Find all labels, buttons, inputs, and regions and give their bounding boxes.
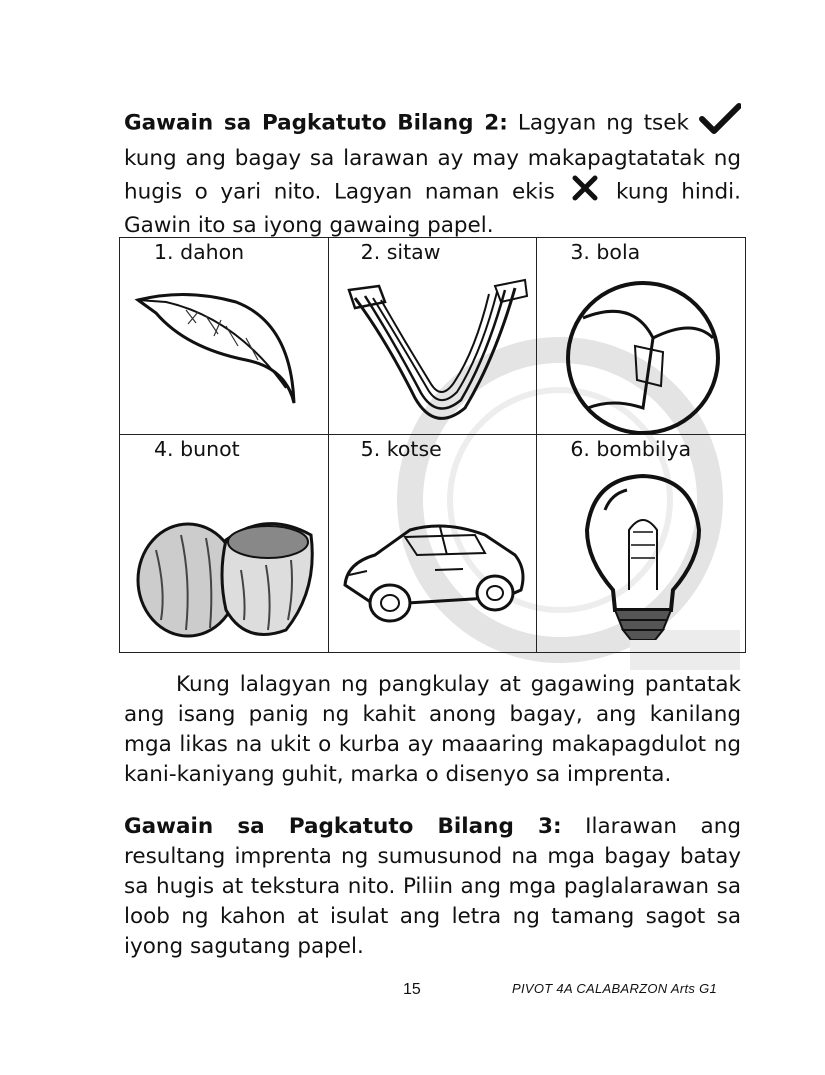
- item-label: 2. sitaw: [360, 240, 441, 264]
- item-label: 1. dahon: [154, 240, 245, 264]
- light-bulb-icon: [543, 470, 738, 640]
- grid-cell: [328, 435, 537, 653]
- grid-cell: [537, 238, 746, 435]
- explanation-paragraph: Kung lalagyan ng pangkulay at gagawing pantatak ang isang panig ng kahit anong bagay, ang kanilang mga likas na ukit o kurba ay maaaring makapagdulot ng kani-kaniyang guhit, marka o disenyo sa imprenta.: [124, 672, 741, 787]
- activity-2-heading: Gawain sa Pagkatuto Bilang 2:: [124, 110, 508, 136]
- item-label: 6. bombilya: [570, 437, 692, 461]
- grid-cell: [120, 435, 329, 653]
- page-number: 15: [403, 981, 421, 998]
- item-label: 5. kotse: [360, 437, 442, 461]
- activity-3-instructions: Gawain sa Pagkatuto Bilang 3: Ilarawan ang resultang imprenta ng sumusunod na mga bagay batay sa hugis at tekstura nito. Piliin ang mga paglalarawan sa loob ng kahon at isulat ang letra ng tamang sagot sa iyong sagutang papel.: [124, 814, 741, 959]
- grid-cell: [328, 238, 537, 435]
- leaf-icon: [126, 268, 321, 438]
- check-icon: [699, 103, 741, 144]
- item-label: 3. bola: [570, 240, 641, 264]
- item-label: 4. bunot: [154, 437, 240, 461]
- activity-3-heading: Gawain sa Pagkatuto Bilang 3:: [124, 814, 562, 839]
- image-grid: [119, 237, 746, 653]
- grid-cell: [537, 435, 746, 653]
- ball-icon: [543, 268, 738, 438]
- string-beans-icon: [335, 268, 530, 438]
- footer-series: PIVOT 4A CALABARZON Arts G1: [512, 981, 718, 996]
- car-icon: [335, 475, 530, 645]
- activity-2-instructions: Gawain sa Pagkatuto Bilang 2: Lagyan ng tsek kung ang bagay sa larawan ay may makapagtatatak ng hugis o yari nito. Lagyan naman ekis kung hindi. Gawin ito sa iyong gawaing papel.: [124, 103, 741, 241]
- x-mark-icon: [567, 174, 603, 211]
- grid-cell: [120, 238, 329, 435]
- coconut-husk-icon: [126, 480, 321, 650]
